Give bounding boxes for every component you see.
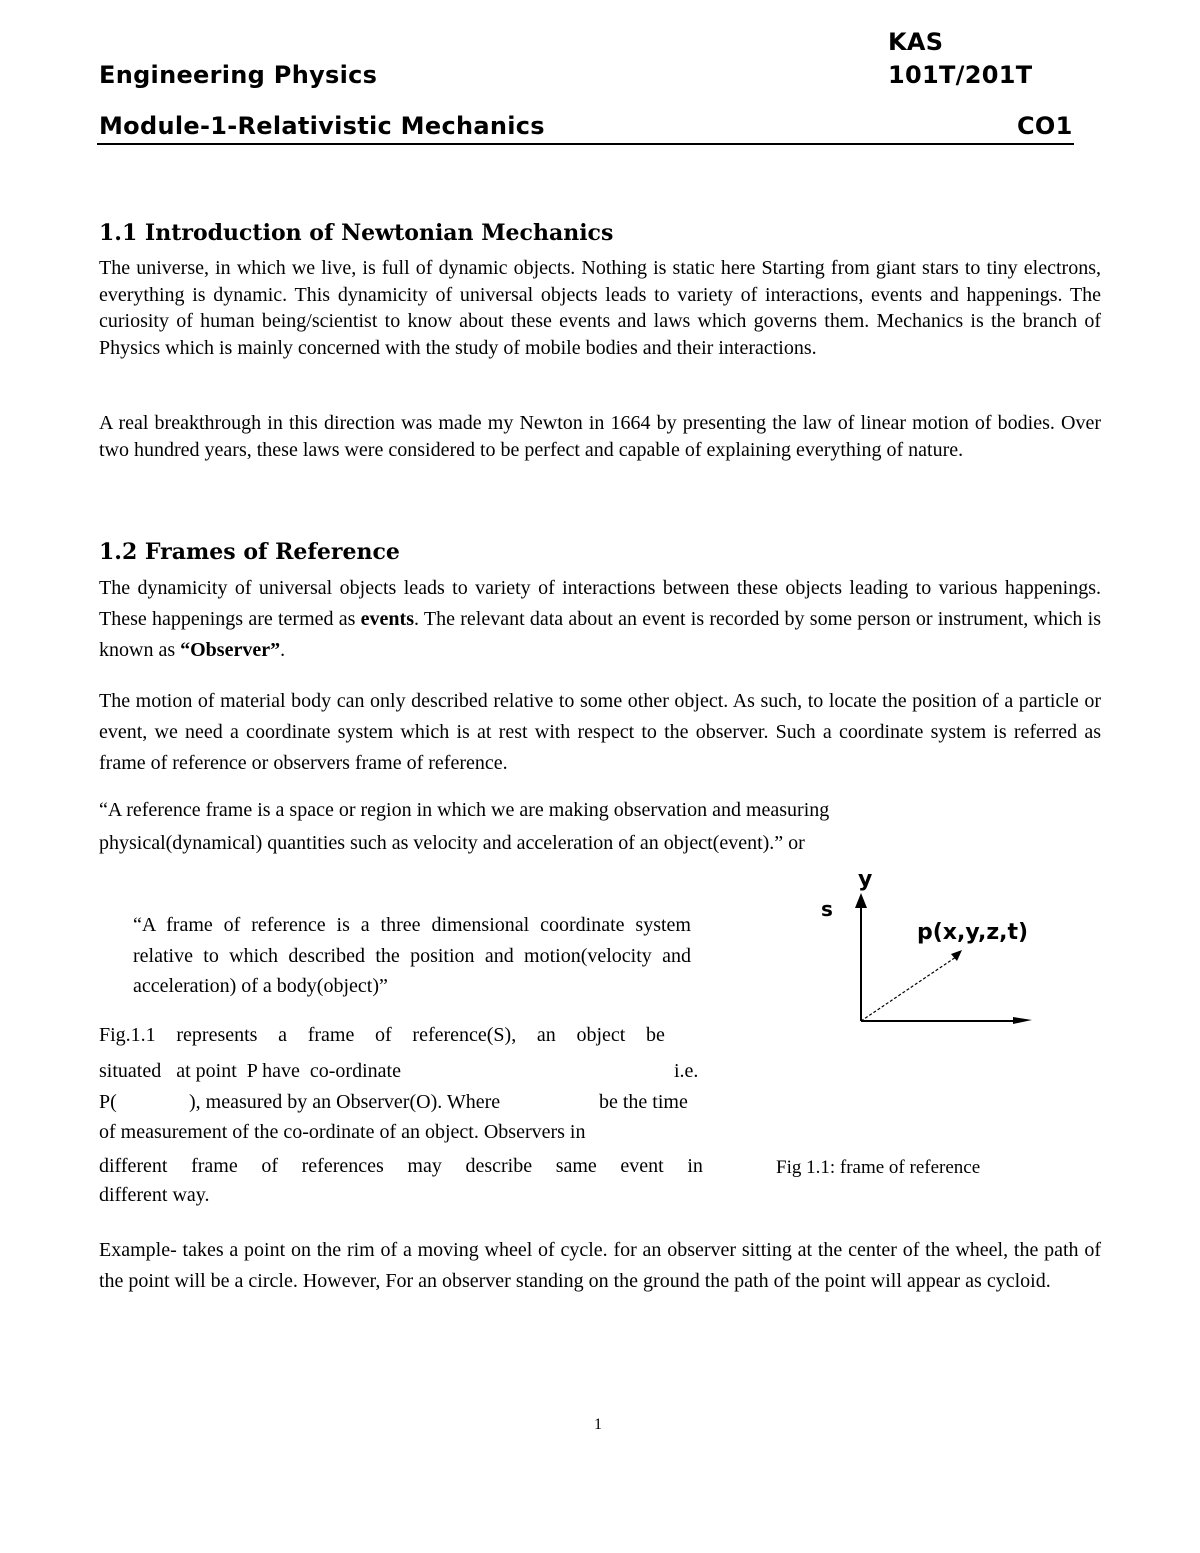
- section-2-paragraph-2: The motion of material body can only described relative to some other object. As such, to locate the position of a particle or event, we need a coordinate system which is at rest with respect to the observer. Such a coordinate system is referred as frame of reference or observers frame of reference.: [99, 690, 1101, 774]
- para-text: .: [280, 639, 286, 661]
- word: frame: [307, 1024, 355, 1046]
- word: references: [301, 1155, 384, 1177]
- word: object: [576, 1024, 626, 1046]
- section-1-title: 1.1 Introduction of Newtonian Mechanics: [99, 220, 614, 246]
- header-module-title: Module-1-Relativistic Mechanics: [99, 112, 545, 140]
- word: describe: [465, 1155, 533, 1177]
- section-2-title: 1.2 Frames of Reference: [99, 539, 400, 565]
- word: may: [407, 1155, 442, 1177]
- definition-line-2: physical(dynamical) quantities such as velocity and acceleration of an object(event).” or: [99, 832, 805, 854]
- page-number: 1: [594, 1416, 602, 1433]
- word: of: [375, 1024, 392, 1046]
- word: in: [687, 1155, 703, 1177]
- header-code-line1: KAS: [888, 28, 944, 56]
- word: be: [646, 1024, 665, 1046]
- frame-label-s: s: [821, 897, 833, 921]
- word: of: [261, 1155, 279, 1177]
- figure-caption: Fig 1.1: frame of reference: [776, 1157, 981, 1178]
- header-rule: [97, 143, 1074, 145]
- x-axis-arrowhead: [1013, 1017, 1032, 1024]
- word: frame: [191, 1155, 238, 1177]
- fig-text-line-2b: i.e.: [674, 1060, 699, 1082]
- word: a: [278, 1024, 288, 1046]
- header-course-title: Engineering Physics: [99, 61, 378, 89]
- fig-text-line-2a: situated at point P have co-ordinate: [99, 1060, 401, 1082]
- fig-text-line-3c: be the time: [599, 1091, 688, 1113]
- observer-term: “Observer”: [180, 639, 281, 661]
- section-1-paragraph-1: The universe, in which we live, is full of dynamic objects. Nothing is static here Starting from giant stars to tiny electrons, everything is dynamic. This dynamicity of universal objects leads to variety of interactions, events and happenings. The curiosity of human being/scientist to know about these events and laws which governs them. Mechanics is the branch of Physics which is mainly concerned with the study of mobile bodies and their interactions.: [99, 257, 1101, 359]
- events-term: events: [360, 608, 414, 630]
- word: Fig.1.1: [99, 1024, 156, 1046]
- frame-of-reference-figure: [810, 862, 1070, 1032]
- fig-text-line-3b: ), measured by an Observer(O). Where: [189, 1091, 501, 1113]
- section-2-paragraph-1: [99, 573, 1101, 666]
- word: reference(S),: [412, 1024, 517, 1046]
- section-1-paragraph-2: A real breakthrough in this direction was made my Newton in 1664 by presenting the law of linear motion of bodies. Over two hundred years, these laws were considered to be perfect and capable of explaining everything of nature.: [99, 412, 1101, 461]
- fig-text-line-6: different way.: [99, 1184, 210, 1206]
- point-label: p(x,y,z,t): [917, 920, 1029, 945]
- para-text: The dynamicity of universal objects leads to variety of interactions between these objects leading to various happenings. These happenings are termed as: [99, 577, 1101, 630]
- position-vector: [861, 957, 956, 1021]
- para-text: . The relevant data about an event is recorded by some person or instrument, which is known as: [99, 608, 1101, 661]
- word: different: [99, 1155, 168, 1177]
- word: same: [555, 1155, 597, 1177]
- definition-quote: “A frame of reference is a three dimensional coordinate system relative to which described the position and motion(velocity and acceleration) of a body(object)”: [133, 914, 691, 997]
- header-code-line2: 101T/201T: [888, 61, 1033, 89]
- word: event: [620, 1155, 664, 1177]
- example-paragraph: Example- takes a point on the rim of a moving wheel of cycle. for an observer sitting at the center of the wheel, the path of the point will be a circle. However, For an observer standing on the ground the path of the point will appear as cycloid.: [99, 1239, 1101, 1292]
- axis-label-y: y: [858, 867, 873, 892]
- header-co-label: CO1: [1017, 112, 1073, 140]
- definition-line-1: “A reference frame is a space or region in which we are making observation and measuring: [99, 799, 830, 821]
- y-axis-arrowhead: [855, 893, 867, 908]
- fig-text-line-5: [99, 1155, 703, 1178]
- fig-text-line-1: [99, 1024, 665, 1047]
- fig-text-line-4: of measurement of the co-ordinate of an object. Observers in: [99, 1121, 586, 1143]
- word: represents: [176, 1024, 258, 1046]
- word: an: [536, 1024, 556, 1046]
- fig-text-line-3a: P(: [99, 1091, 117, 1113]
